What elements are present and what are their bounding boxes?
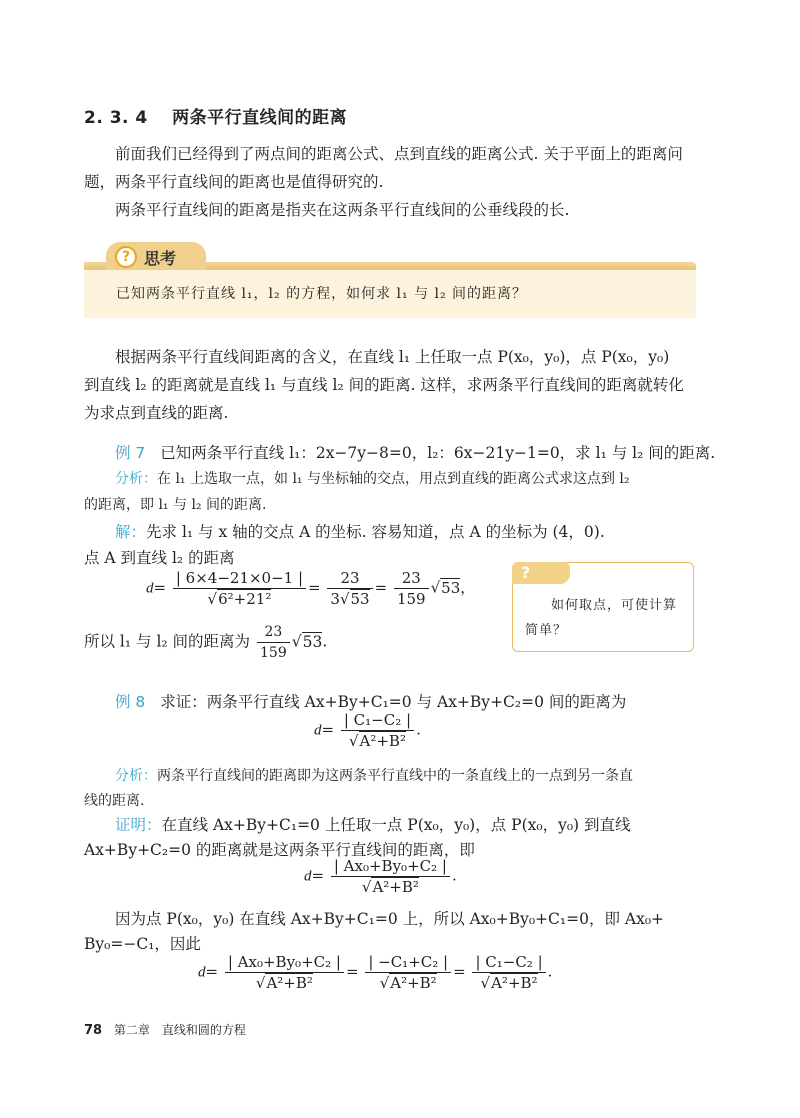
section-heading bbox=[84, 103, 347, 128]
fraction-denominator: √A²+B² bbox=[361, 878, 419, 896]
page-number: 78 bbox=[84, 1023, 103, 1038]
fraction-numerator: | −C₁+C₂ | bbox=[365, 952, 451, 973]
method-line: 根据两条平行直线间距离的含义，在直线 l₁ 上任取一点 P(x₀，y₀)，点 P(x₀，y₀) bbox=[115, 348, 670, 366]
example8-formula bbox=[314, 710, 421, 751]
because-line: 因为点 P(x₀，y₀) 在直线 Ax+By+C₁=0 上，所以 Ax₀+By₀+C₁=0，即 Ax₀+ bbox=[115, 910, 665, 928]
symbol-d: d bbox=[304, 868, 312, 885]
chapter-title: 第二章 直线和圆的方程 bbox=[113, 1023, 246, 1037]
note-line: 如何取点，可使计算 bbox=[551, 598, 678, 613]
page-footer bbox=[84, 1021, 246, 1038]
example8-analysis: 两条平行直线间的距离即为这两条平行直线中的一条直线上的一点到另一条直 bbox=[157, 768, 633, 784]
equals-sign: = bbox=[205, 962, 219, 981]
note-text bbox=[525, 593, 685, 643]
example8-analysis-cont: 线的距离. bbox=[84, 793, 145, 809]
period: . bbox=[547, 962, 553, 981]
fraction-denominator: 3√53 bbox=[330, 590, 370, 608]
radicand: 53 bbox=[350, 590, 370, 608]
equals-sign: = bbox=[321, 720, 335, 739]
proof-formula bbox=[304, 856, 457, 897]
example7-statement: 已知两条平行直线 l₁：2x−7y−8=0，l₂：6x−21y−1=0，求 l₁ 与 l₂ 间的距离. bbox=[160, 444, 716, 462]
example7-formula bbox=[146, 568, 475, 609]
example7-analysis-cont: 的距离，即 l₁ 与 l₂ 间的距离. bbox=[84, 497, 267, 513]
fraction-numerator: 23 bbox=[394, 568, 429, 589]
example7-analysis-row bbox=[115, 468, 630, 488]
equals-sign: = bbox=[153, 578, 167, 597]
conclusion-text: 所以 l₁ 与 l₂ 间的距离为 bbox=[84, 632, 251, 651]
fraction-denominator: 159 bbox=[396, 590, 426, 608]
fraction-numerator: 23 bbox=[257, 622, 290, 643]
symbol-d: d bbox=[198, 964, 206, 981]
equals-sign: = bbox=[308, 578, 321, 597]
note-line: 简单？ bbox=[525, 623, 568, 638]
radicand: A²+B² bbox=[372, 878, 419, 896]
fraction-1 bbox=[173, 568, 306, 609]
symbol-d: d bbox=[146, 580, 154, 597]
radicand: 53 bbox=[302, 632, 323, 651]
comma: ， bbox=[460, 578, 476, 597]
example7-label: 例 7 bbox=[115, 444, 146, 462]
fraction-denominator: √A²+B² bbox=[348, 732, 406, 750]
solution-label: 解： bbox=[115, 523, 147, 541]
coefficient: 3 bbox=[330, 590, 340, 608]
fraction-numerator: | Ax₀+By₀+C₂ | bbox=[225, 952, 344, 973]
root-sign: √ bbox=[291, 632, 302, 651]
example8-proof-row bbox=[115, 813, 631, 835]
formula-fraction bbox=[341, 710, 414, 751]
method-paragraph bbox=[84, 343, 694, 427]
final-fraction-1 bbox=[225, 952, 344, 993]
side-note bbox=[512, 562, 694, 652]
fraction-2 bbox=[327, 568, 372, 609]
intro-line: 题，两条平行直线间的距离也是值得研究的. bbox=[84, 173, 384, 191]
example8-statement-row bbox=[115, 690, 626, 712]
example8-proof: 在直线 Ax+By+C₁=0 上任取一点 P(x₀，y₀)，点 P(x₀，y₀) 到直线 bbox=[161, 816, 631, 834]
example7-solution-row bbox=[115, 520, 605, 542]
because-cont: By₀=−C₁，因此 bbox=[84, 935, 201, 953]
example8-proof-cont: Ax+By+C₂=0 的距离就是这两条平行直线间的距离，即 bbox=[84, 841, 475, 859]
proof-fraction bbox=[331, 856, 450, 897]
example8-label: 例 8 bbox=[115, 693, 146, 711]
fraction-denominator: √A²+B² bbox=[255, 974, 313, 992]
question-icon: ? bbox=[115, 246, 137, 268]
example7-statement-row bbox=[115, 441, 715, 463]
fraction-denominator: 159 bbox=[260, 645, 287, 661]
think-text: 已知两条平行直线 l₁，l₂ 的方程，如何求 l₁ 与 l₂ 间的距离？ bbox=[116, 286, 528, 302]
fraction-numerator: | C₁−C₂ | bbox=[341, 710, 414, 731]
intro-paragraph bbox=[84, 140, 694, 224]
radicand: 53 bbox=[441, 578, 461, 597]
fraction-denominator: √6²+21² bbox=[207, 590, 272, 608]
fraction-numerator: | C₁−C₂ | bbox=[472, 952, 545, 973]
example7-analysis: 在 l₁ 上选取一点，如 l₁ 与坐标轴的交点，用点到直线的距离公式求这点到 l₂ bbox=[157, 471, 630, 487]
radicand: A²+B² bbox=[390, 974, 437, 992]
radicand: A²+B² bbox=[266, 974, 313, 992]
conclusion-fraction bbox=[257, 622, 290, 663]
fraction-3 bbox=[394, 568, 429, 609]
analysis-label: 分析： bbox=[115, 768, 157, 784]
radicand: A²+B² bbox=[491, 974, 538, 992]
equals-sign: = bbox=[311, 866, 325, 885]
intro-line: 两条平行直线间的距离是指夹在这两条平行直线间的公垂线段的长. bbox=[115, 201, 570, 219]
think-box bbox=[84, 242, 696, 318]
method-line: 到直线 l₂ 的距离就是直线 l₁ 与直线 l₂ 间的距离. 这样，求两条平行直线间的距离就转化 bbox=[84, 376, 684, 394]
final-formula bbox=[198, 952, 552, 993]
section-title: 两条平行直线间的距离 bbox=[172, 108, 348, 128]
question-icon: ? bbox=[521, 563, 531, 582]
fraction-numerator: | 6×4−21×0−1 | bbox=[173, 568, 306, 589]
fraction-denominator: √A²+B² bbox=[480, 974, 538, 992]
proof-label: 证明： bbox=[115, 816, 162, 834]
equals-sign: = bbox=[374, 578, 388, 597]
radicand: A²+B² bbox=[359, 732, 406, 750]
final-fraction-3 bbox=[472, 952, 545, 993]
fraction-numerator: 23 bbox=[327, 568, 372, 589]
method-line: 为求点到直线的距离. bbox=[84, 404, 229, 422]
period: . bbox=[416, 720, 421, 739]
period: . bbox=[451, 866, 457, 885]
analysis-label: 分析： bbox=[115, 471, 157, 487]
example8-statement: 求证：两条平行直线 Ax+By+C₁=0 与 Ax+By+C₂=0 间的距离为 bbox=[160, 693, 627, 711]
example7-distance-line: 点 A 到直线 l₂ 的距离 bbox=[84, 549, 235, 567]
example7-solution: 先求 l₁ 与 x 轴的交点 A 的坐标. 容易知道，点 A 的坐标为 (4，0). bbox=[146, 523, 605, 541]
symbol-d: d bbox=[314, 722, 322, 739]
example8-analysis-row bbox=[115, 765, 633, 785]
think-title: 思考 bbox=[144, 249, 177, 268]
final-fraction-2 bbox=[365, 952, 451, 993]
fraction-denominator: √A²+B² bbox=[379, 974, 437, 992]
example7-conclusion bbox=[84, 622, 327, 663]
think-body bbox=[84, 270, 696, 318]
period: . bbox=[322, 632, 328, 651]
intro-line: 前面我们已经得到了两点间的距离公式、点到直线的距离公式. 关于平面上的距离问 bbox=[115, 145, 683, 163]
section-number: 2. 3. 4 bbox=[84, 108, 148, 128]
radicand: 6²+21² bbox=[218, 590, 272, 608]
equals-sign: = bbox=[453, 962, 466, 981]
fraction-numerator: | Ax₀+By₀+C₂ | bbox=[331, 856, 450, 877]
equals-sign: = bbox=[345, 962, 359, 981]
root-sign: √ bbox=[430, 578, 441, 597]
